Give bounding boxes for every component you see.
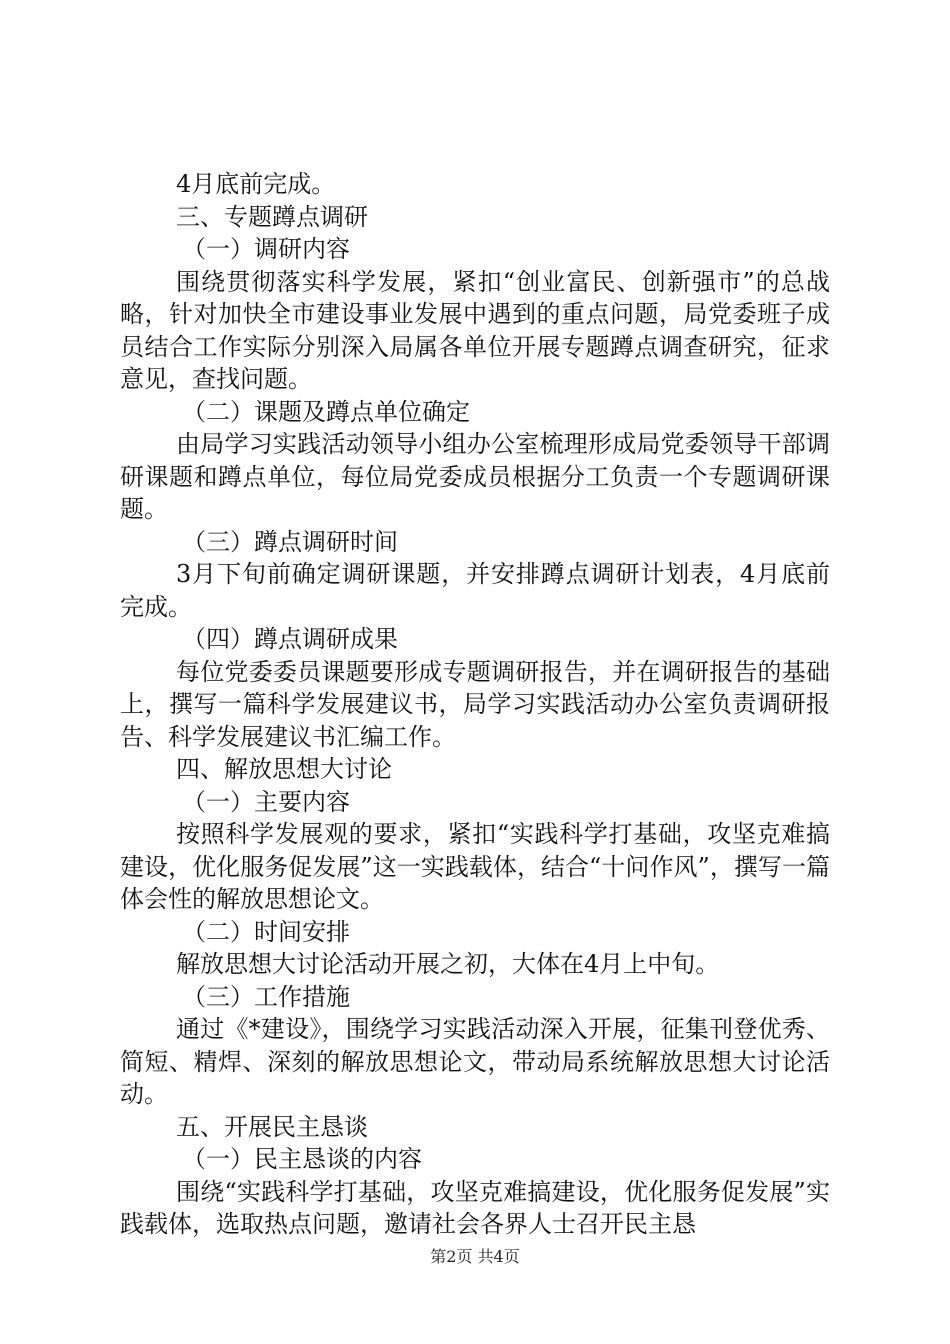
paragraph: 4月底前完成。 — [176, 170, 336, 198]
subsection-heading: （二）课题及蹲点单位确定 — [182, 397, 470, 426]
subsection-heading: （一）民主恳谈的内容 — [182, 1145, 422, 1173]
subsection-heading: （四）蹲点调研成果 — [182, 625, 398, 653]
subsection-heading: （二）时间安排 — [182, 917, 350, 946]
paragraph: 围绕贯彻落实科学发展，紧扣“创业富民、创新强市”的总战略，针对加快全市建设事业发展中遇到的重点问题，局党委班子成员结合工作实际分别深入局属各单位开展专题蹲点调查研究，征求意见，查找问题。 — [120, 267, 830, 393]
page-footer — [0, 1244, 950, 1267]
section-heading: 五、开展民主恳谈 — [176, 1112, 368, 1141]
paragraph: 3月下旬前确定调研课题，并安排蹲点调研计划表，4月底前完成。 — [120, 560, 830, 621]
paragraph: 通过《*建设》，围绕学习实践活动深入开展，征集刊登优秀、简短、精焊、深刻的解放思想论文，带动局系统解放思想大讨论活动。 — [120, 1015, 830, 1108]
section-heading: 四、解放思想大讨论 — [176, 755, 392, 783]
paragraph: 解放思想大讨论活动开展之初，大体在4月上中旬。 — [176, 950, 720, 978]
document-body — [120, 168, 830, 1241]
subsection-heading: （一）主要内容 — [182, 787, 350, 816]
page-number-label: 第2页 共4页 — [430, 1247, 520, 1266]
paragraph: 按照科学发展观的要求，紧扣“实践科学打基础，攻坚克难搞建设，优化服务促发展”这一实践载体，结合“十问作风”，撰写一篇体会性的解放思想论文。 — [120, 820, 830, 913]
paragraph: 每位党委委员课题要形成专题调研报告，并在调研报告的基础上，撰写一篇科学发展建议书，局学习实践活动办公室负责调研报告、科学发展建议书汇编工作。 — [120, 657, 830, 751]
paragraph: 围绕“实践科学打基础，攻坚克难搞建设，优化服务促发展”实践载体，选取热点问题，邀请社会各界人士召开民主恳 — [120, 1177, 830, 1238]
subsection-heading: （三）蹲点调研时间 — [182, 527, 398, 556]
subsection-heading: （三）工作措施 — [182, 982, 350, 1011]
subsection-heading: （一）调研内容 — [182, 235, 350, 263]
section-heading: 三、专题蹲点调研 — [176, 202, 368, 231]
paragraph: 由局学习实践活动领导小组办公室梳理形成局党委领导干部调研课题和蹲点单位，每位局党委成员根据分工负责一个专题调研课题。 — [120, 430, 830, 523]
